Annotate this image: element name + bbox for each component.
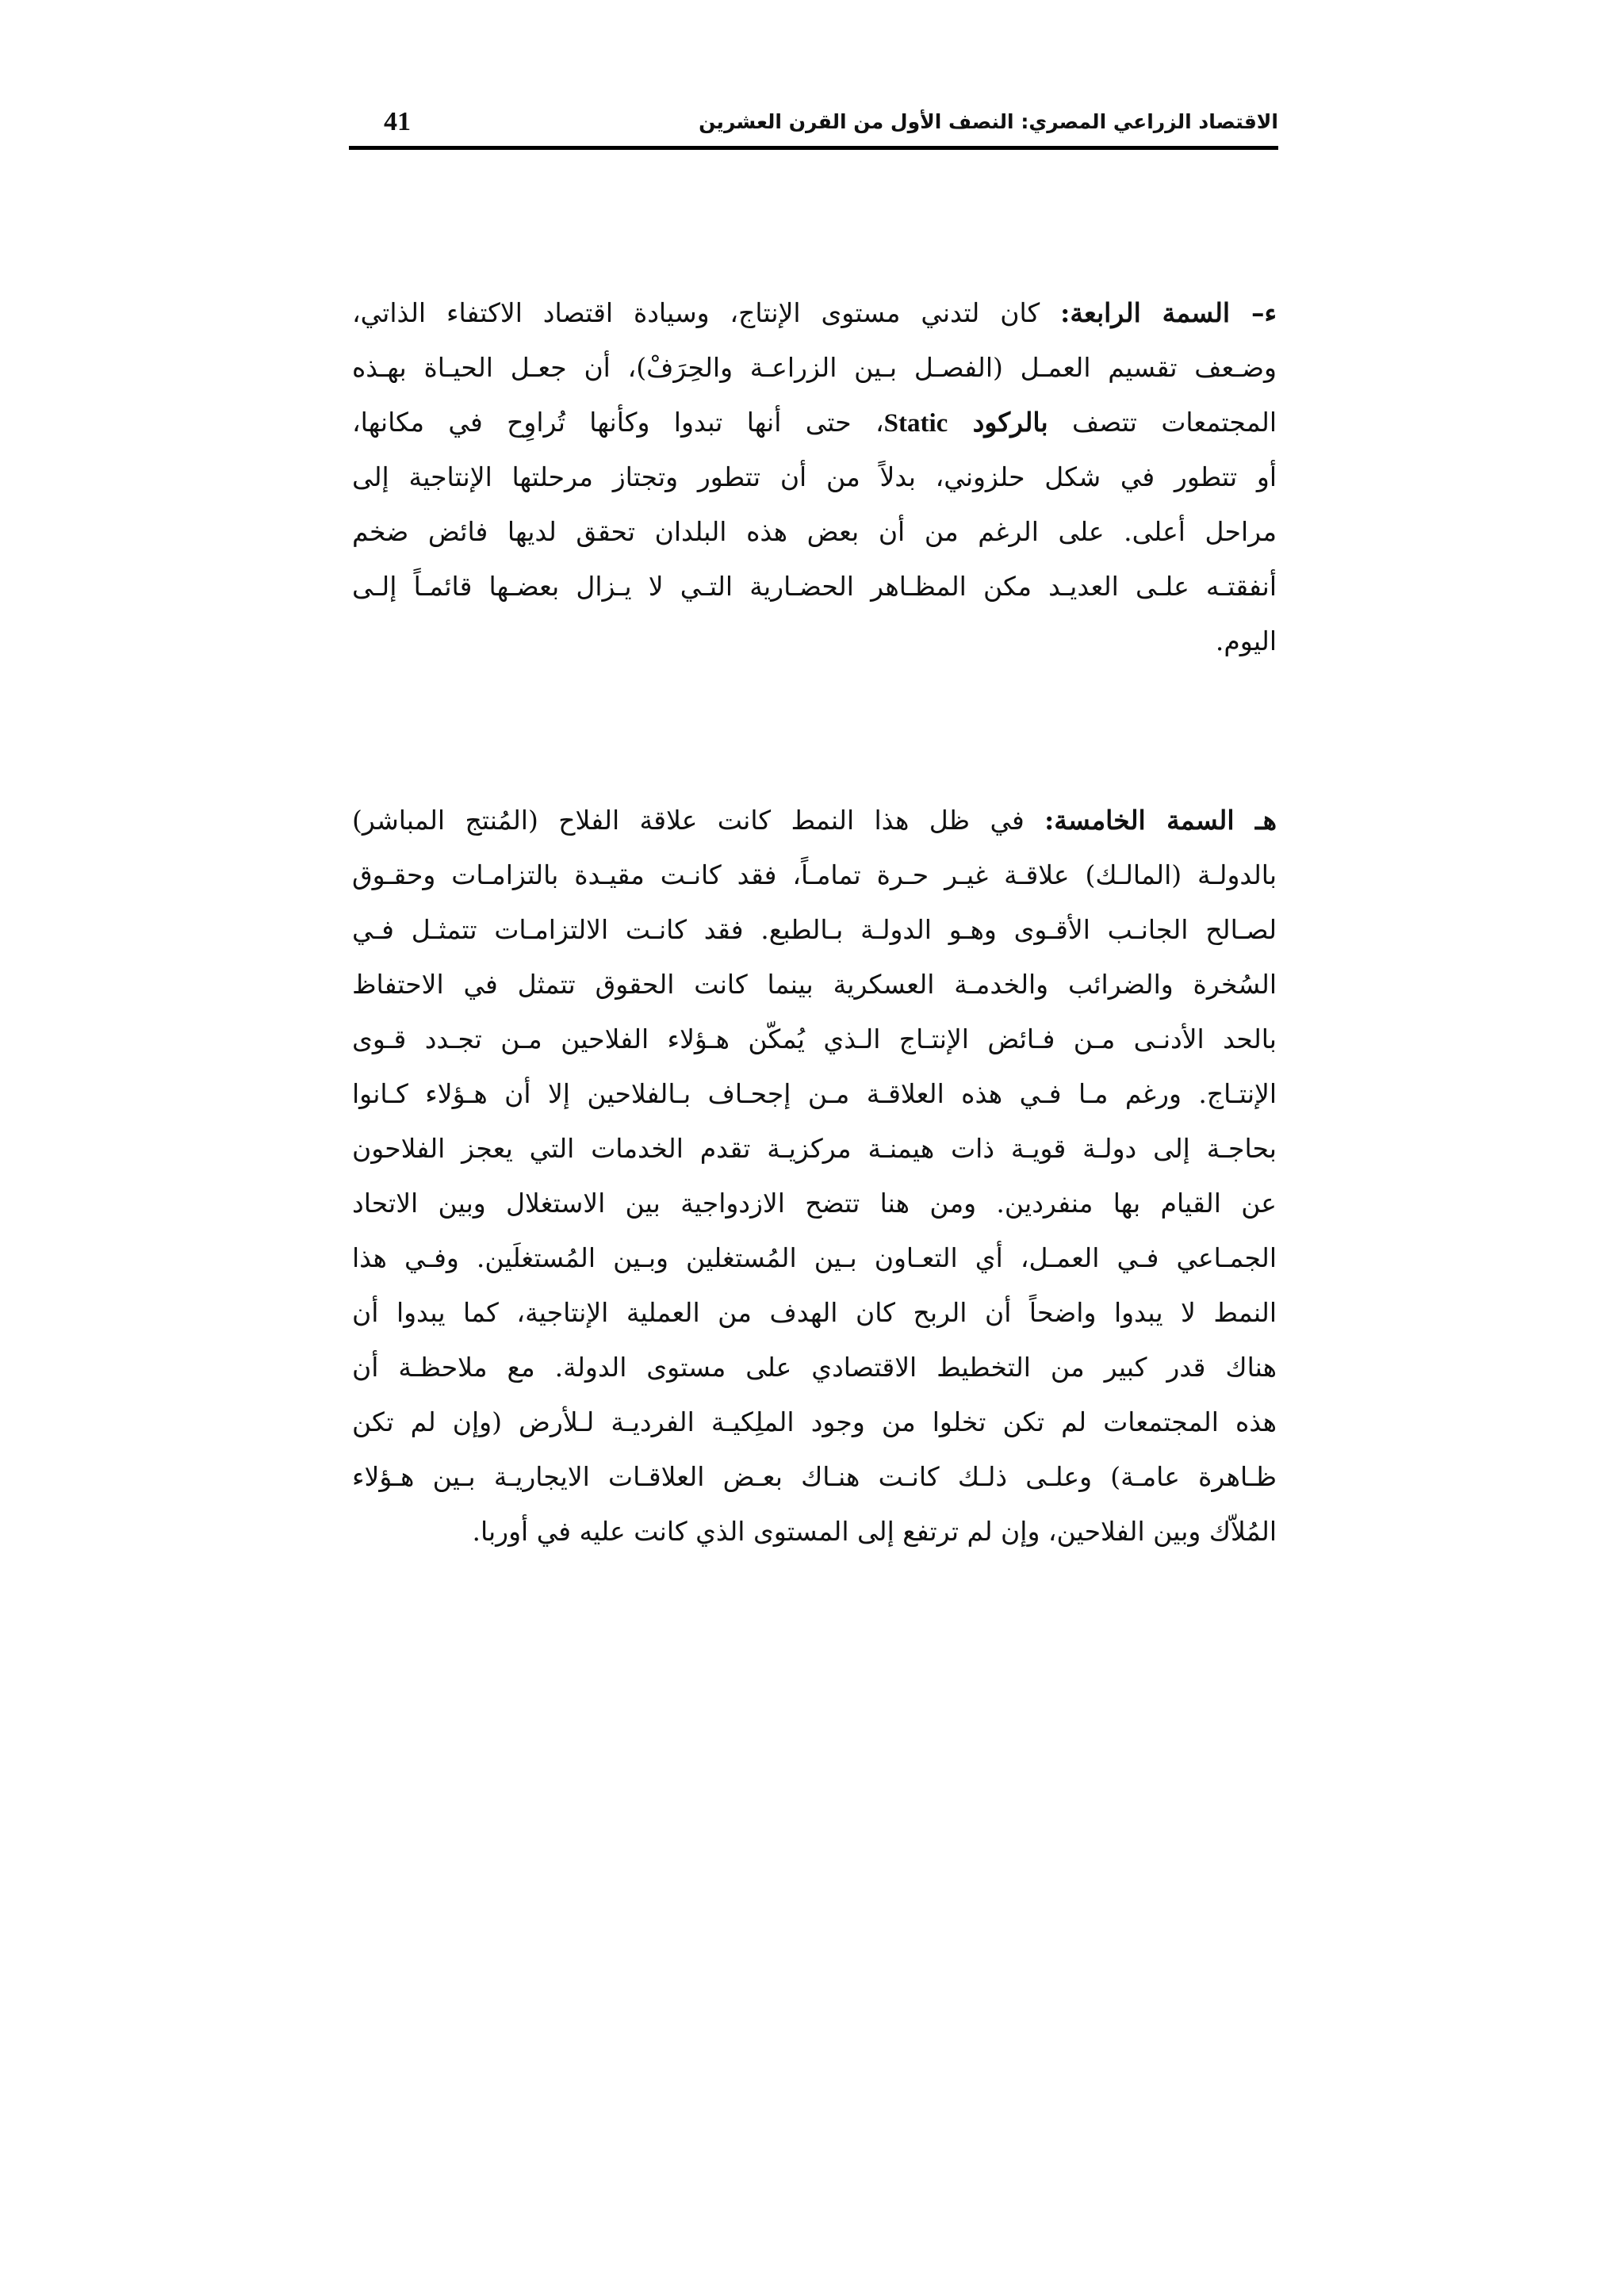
- paragraph-line: أو تتطور في شكل حلزوني، بدلاً من أن تتطور وتجتاز مرحلتها الإنتاجية إلى: [352, 461, 1277, 492]
- paragraph-lead: ء– السمة الرابعة:: [1060, 297, 1277, 328]
- line-text: كان لتدني مستوى الإنتاج، وسيادة اقتصاد الاكتفاء الذاتي،: [352, 297, 1061, 328]
- paragraph-line: بالحد الأدنـى مـن فـائض الإنتـاج الـذي يُمكّن هـؤلاء الفلاحين مـن تجـدد قـوى: [352, 1024, 1277, 1054]
- page-number: 41: [384, 107, 411, 136]
- paragraph-line: هذه المجتمعات لم تكن تخلوا من وجود الملِكيـة الفرديـة لـلأرض (وإن لم تكن: [352, 1406, 1277, 1437]
- paragraph-line: اليوم.: [1215, 626, 1277, 656]
- paragraph-line: بحاجـة إلى دولـة قويـة ذات هيمنـة مركزيـة تقدم الخدمات التي يعجز الفلاحون: [352, 1133, 1277, 1164]
- paragraph-lead: هـ السمة الخامسة:: [1044, 805, 1277, 836]
- paragraph-fourth-feature: [352, 285, 1277, 668]
- paragraph-line: هناك قدر كبير من التخطيط الاقتصادي على مستوى الدولة. مع ملاحظـة أن: [352, 1352, 1277, 1383]
- paragraph-line: أنفقتـه علـى العديـد مكن المظـاهر الحضـارية التـي لا يـزال بعضـها قائمـاً إلـى: [352, 571, 1277, 602]
- paragraph-line: مراحل أعلى. على الرغم من أن بعض هذه البلدان تحقق لديها فائض ضخم: [352, 516, 1277, 547]
- page-header: [349, 101, 1278, 152]
- paragraph-fifth-feature: [352, 793, 1277, 1559]
- paragraph-line: المجتمعات تتصف بالركود Static، حتى أنها تبدوا وكأنها تُراوِح في مكانها،: [352, 407, 1277, 438]
- paragraph-line: [352, 285, 1277, 340]
- paragraph-line: النمط لا يبدوا واضحاً أن الربح كان الهدف من العملية الإنتاجية، كما يبدوا أن: [352, 1297, 1277, 1328]
- running-title: الاقتصاد الزراعي المصري: النصف الأول من القرن العشرين: [699, 110, 1278, 133]
- paragraph-line: الجمـاعي فـي العمـل، أي التعـاون بـين المُستغلين وبـين المُستغلَين. وفـي هذا: [352, 1242, 1277, 1273]
- paragraph-line: عن القيام بها منفردين. ومن هنا تتضح الازدواجية بين الاستغلال وبين الاتحاد: [352, 1188, 1277, 1219]
- paragraph-line: السُخرة والضرائب والخدمـة العسكرية بينما كانت الحقوق تتمثل في الاحتفاظ: [352, 969, 1277, 1000]
- paragraph-line: [352, 793, 1277, 848]
- paragraph-line: وضـعف تقسيم العمـل (الفصـل بـين الزراعـة والحِرَفْ)، أن جعـل الحيـاة بهـذه: [352, 352, 1277, 383]
- latin-term: Static: [883, 409, 948, 438]
- paragraph-line: بالدولـة (المالـك) علاقـة غيـر حـرة تمامـاً، فقد كانـت مقيـدة بالتزامـات وحقـوق: [352, 859, 1277, 890]
- paragraph-line: ظـاهرة عامـة) وعلـى ذلـك كانـت هنـاك بعـض العلاقـات الايجاريـة بـين هـؤلاء: [352, 1461, 1277, 1492]
- header-rule: [349, 146, 1278, 150]
- paragraph-line: الإنتـاج. ورغم مـا فـي هذه العلاقـة مـن إجحـاف بـالفلاحين إلا أن هـؤلاء كـانوا: [352, 1078, 1277, 1109]
- line-text: في ظل هذا النمط كانت علاقة الفلاح (المُنتج المباشر): [352, 805, 1045, 836]
- paragraph-line: لصـالح الجانـب الأقـوى وهـو الدولـة بـالطبع. فقد كانـت الالتزامـات تتمثـل فـي: [352, 914, 1277, 945]
- paragraph-line: المُلاّك وبين الفلاحين، وإن لم ترتفع إلى المستوى الذي كانت عليه في أوربا.: [472, 1516, 1277, 1547]
- emphasized-term: بالركود: [948, 407, 1048, 438]
